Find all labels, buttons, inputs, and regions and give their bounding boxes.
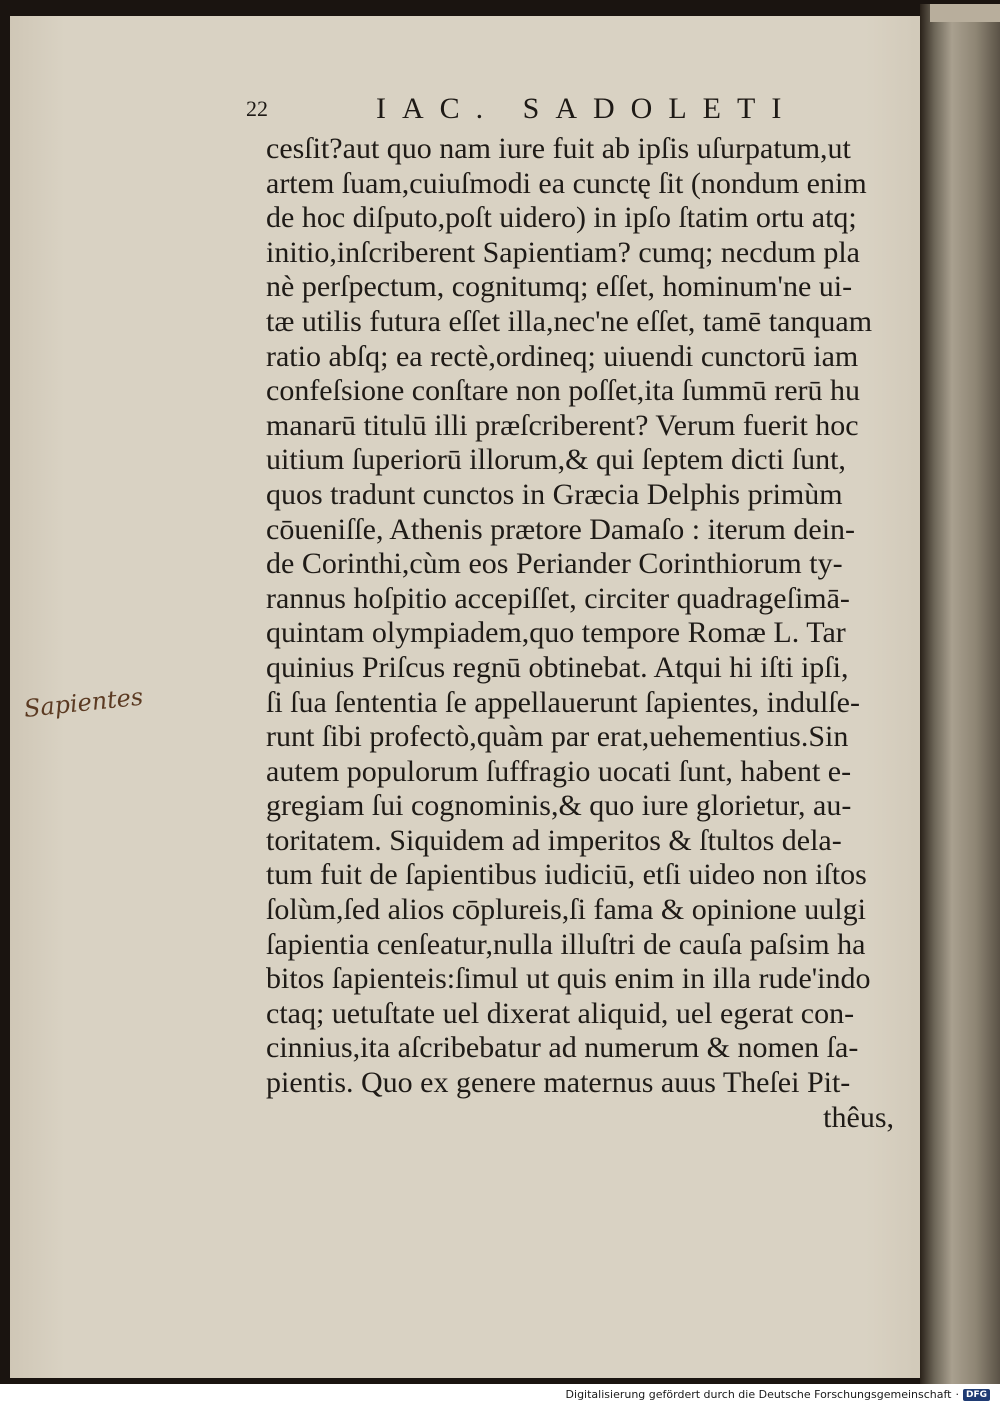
text-line: cinnius,ita aſcribebatur ad numerum & nomen ſa- — [266, 1031, 859, 1065]
text-line: cesſit?aut quo nam iure fuit ab ipſis uſurpatum,ut — [266, 132, 851, 165]
text-line: de hoc diſputo,poſt uidero) in ipſo ſtatim ortu atq; — [266, 201, 857, 235]
text-line: nè perſpectum, cognitumq; eſſet, hominum'ne ui- — [266, 270, 853, 304]
text-line: cōueniſſe, Athenis prætore Damaſo : iterum dein- — [266, 512, 856, 546]
text-line: tæ utilis futura eſſet illa,nec'ne eſſet, tamē tanquam — [266, 304, 873, 338]
text-line: ctaq; uetuſtate uel dixerat aliquid, uel egerat con- — [266, 996, 855, 1030]
text-line: initio,inſcriberent Sapientiam? cumq; necdum pla — [266, 235, 860, 269]
text-line: bitos ſapienteis:ſimul ut quis enim in illa rude'indo — [266, 962, 871, 996]
page-number: 22 — [246, 96, 268, 121]
running-head — [0, 92, 1000, 132]
text-line: quos tradunt cunctos in Græcia Delphis primùm — [266, 477, 843, 511]
page-tab — [930, 4, 1000, 22]
text-line: gregiam ſui cognominis,& quo iure glorietur, au- — [266, 789, 852, 823]
text-line: quintam olympiadem,quo tempore Romæ L. Tar — [266, 616, 846, 650]
text-line: autem populorum ſuffragio uocati ſunt, habent e- — [266, 754, 852, 788]
body-text — [266, 132, 906, 1135]
dfg-logo-icon: DFG — [963, 1389, 990, 1401]
text-line: uitium ſuperiorū illorum,& qui ſeptem dicti ſunt, — [266, 443, 846, 477]
text-line: ſapientia cenſeatur,nulla illuſtri de cauſa paſsim ha — [266, 927, 866, 961]
text-line: tum fuit de ſapientibus iudiciū, etſi uideo non iſtos — [266, 858, 867, 892]
handwritten-margin-note: Sapientes — [22, 682, 145, 723]
text-line: manarū titulū illi præſcriberent? Verum fuerit hoc — [266, 408, 859, 442]
text-line: artem ſuam,cuiuſmodi ea cunctę ſit (nondum enim — [266, 166, 867, 200]
running-title: IAC. SADOLETI — [376, 92, 798, 125]
text-line: rannus hoſpitio accepiſſet, circiter quadrageſimā- — [266, 581, 850, 615]
text-line: ratio abſq; ea rectè,ordineq; uiuendi cunctorū iam — [266, 339, 859, 373]
footer-credit — [566, 1388, 990, 1401]
footer-text: Digitalisierung gefördert durch die Deutsche Forschungsgemeinschaft — [565, 1388, 952, 1401]
separator: · — [955, 1388, 959, 1401]
text-line: ſi ſua ſententia ſe appellauerunt ſapientes, indulſe- — [266, 685, 860, 719]
text-line: quinius Priſcus regnū obtinebat. Atqui hi iſti ipſi, — [266, 650, 849, 684]
text-line: pientis. Quo ex genere maternus auus Theſei Pit- — [266, 1066, 851, 1100]
text-line: confeſsione conſtare non poſſet,ita ſummū rerū hu — [266, 374, 860, 408]
text-line: thêus, — [823, 1100, 894, 1134]
text-line: toritatem. Siquidem ad imperitos & ſtultos dela- — [266, 823, 842, 857]
text-line: de Corinthi,cùm eos Periander Corinthiorum ty- — [266, 547, 843, 581]
adjacent-page-edge — [920, 4, 1000, 1384]
text-line: runt ſibi profectò,quàm par erat,uehementius.Sin — [266, 720, 849, 754]
text-line: ſolùm,ſed alios cōplureis,ſi fama & opinione uulgi — [266, 893, 866, 927]
